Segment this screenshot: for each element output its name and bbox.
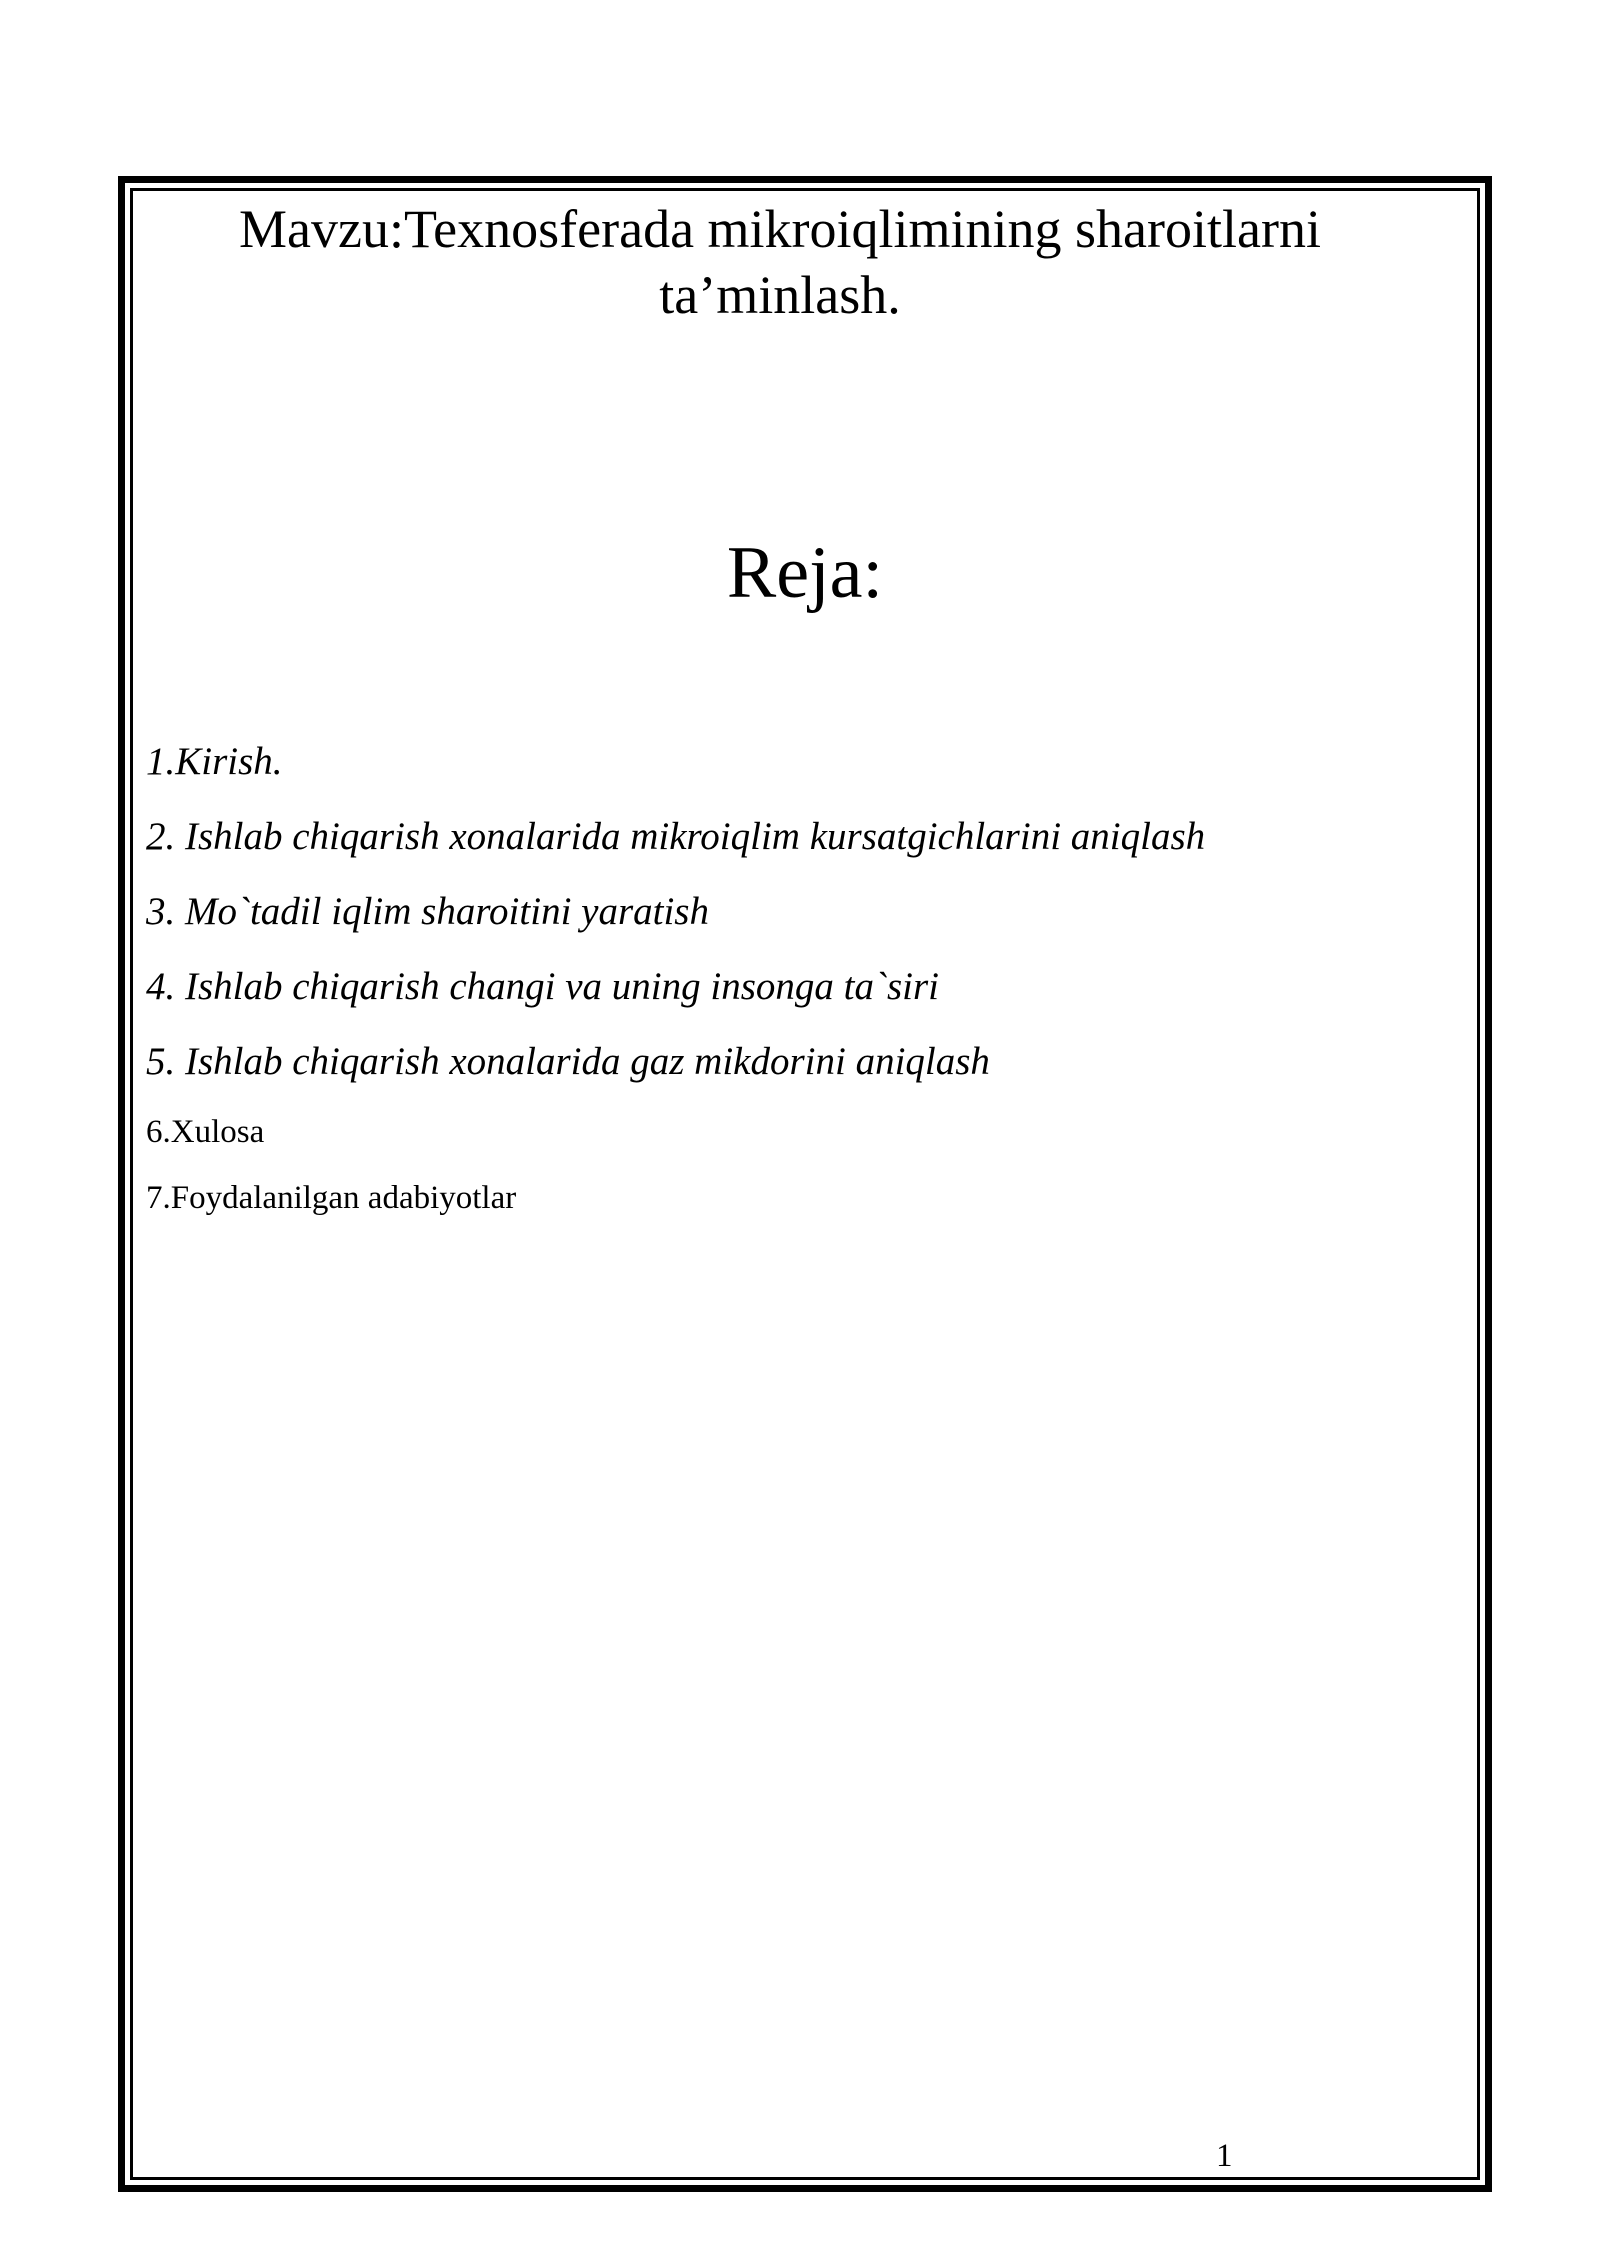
plan-item-conclusion: 6.Xulosa [146, 1114, 265, 1150]
plan-item-introduction: 1.Kirish. [146, 740, 283, 783]
plan-item-references: 7.Foydalanilgan adabiyotlar [146, 1180, 517, 1216]
document-title: Mavzu:Texnosferada mikroiqlimining sharoitlarni ta’minlash. [239, 199, 1321, 325]
plan-item-industrial-dust: 4. Ishlab chiqarish changi va uning insonga ta`siri [146, 965, 939, 1008]
plan-item-moderate-climate: 3. Mo`tadil iqlim sharoitini yaratish [146, 890, 709, 933]
plan-item-gas-amount: 5. Ishlab chiqarish xonalarida gaz mikdorini aniqlash [146, 1040, 990, 1083]
page-number: 1 [1216, 2138, 1233, 2174]
plan-list [146, 724, 1446, 1231]
plan-heading: Reja: [726, 532, 884, 614]
plan-item-microclimate-indicators: 2. Ishlab chiqarish xonalarida mikroiqlim kursatgichlarini aniqlash [146, 815, 1206, 858]
